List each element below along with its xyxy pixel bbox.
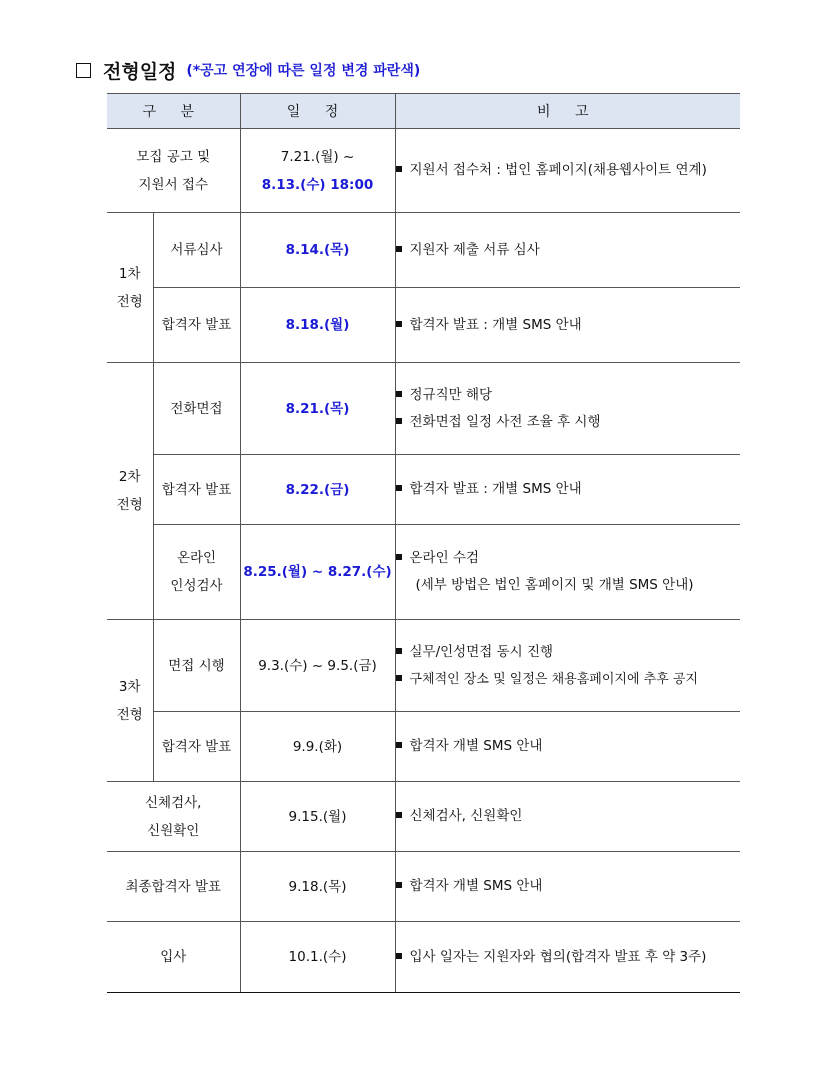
bullet-icon [396,391,402,397]
remarks-cell: 신체검사, 신원확인 [395,782,740,852]
bullet-icon [396,953,402,959]
bullet-icon [396,418,402,424]
bullet-icon [396,246,402,252]
category-cell: 신체검사, 신원확인 [107,782,240,852]
bullet-icon [396,675,402,681]
remarks-cell: 정규직만 해당 전화면접 일정 사전 조율 후 시행 [395,363,740,455]
table-row [107,525,740,620]
bullet-icon [396,648,402,654]
table-row [107,922,740,993]
remarks-cell: 합격자 개별 SMS 안내 [395,852,740,922]
date-cell: 9.3.(수) ~ 9.5.(금) [240,620,395,712]
table-row [107,213,740,288]
bullet-icon [396,166,402,172]
remarks-cell: 입사 일자는 지원자와 협의(합격자 발표 후 약 3주) [395,922,740,993]
table-row [107,712,740,782]
schedule-table [107,93,740,993]
remarks-cell: 실무/인성면접 동시 진행 구체적인 장소 및 일정은 채용홈페이지에 추후 공지 [395,620,740,712]
category-cell: 모집 공고 및 지원서 접수 [107,129,240,213]
date-cell: 8.25.(월) ~ 8.27.(수) [240,525,395,620]
change-note: (*공고 연장에 따른 일정 변경 파란색) [186,63,421,79]
table-row [107,129,740,213]
date-cell: 8.22.(금) [240,455,395,525]
table-row [107,455,740,525]
date-cell: 9.9.(화) [240,712,395,782]
bullet-icon [396,554,402,560]
checkbox-square-icon [76,63,91,78]
date-cell: 8.18.(월) [240,288,395,363]
bullet-icon [396,485,402,491]
date-cell: 7.21.(월) ~ 8.13.(수) 18:00 [240,129,395,213]
date-cell: 9.18.(목) [240,852,395,922]
section-title: 전형일정 [103,60,177,83]
category-cell: 최종합격자 발표 [107,852,240,922]
remarks-cell: 지원서 접수처 : 법인 홈페이지(채용웹사이트 연계) [395,129,740,213]
date-cell: 8.21.(목) [240,363,395,455]
table-header-row [107,94,740,129]
date-cell: 8.14.(목) [240,213,395,288]
remarks-cell: 합격자 개별 SMS 안내 [395,712,740,782]
subcategory-cell: 합격자 발표 [153,712,240,782]
table-row [107,620,740,712]
column-header-remarks: 비 고 [395,94,740,129]
group-label-cell: 2차 전형 [107,363,153,620]
date-cell: 9.15.(월) [240,782,395,852]
remarks-cell: 지원자 제출 서류 심사 [395,213,740,288]
remarks-cell: 합격자 발표 : 개별 SMS 안내 [395,288,740,363]
subcategory-cell: 면접 시행 [153,620,240,712]
column-header-category: 구 분 [107,94,240,129]
table-row [107,782,740,852]
bullet-icon [396,812,402,818]
bullet-icon [396,742,402,748]
bullet-icon [396,321,402,327]
table-row [107,363,740,455]
subcategory-cell: 합격자 발표 [153,288,240,363]
bullet-icon [396,882,402,888]
group-label-cell: 3차 전형 [107,620,153,782]
remarks-cell: 온라인 수검 (세부 방법은 법인 홈페이지 및 개별 SMS 안내) [395,525,740,620]
subcategory-cell: 온라인 인성검사 [153,525,240,620]
subcategory-cell: 서류심사 [153,213,240,288]
subcategory-cell: 전화면접 [153,363,240,455]
subcategory-cell: 합격자 발표 [153,455,240,525]
remarks-cell: 합격자 발표 : 개별 SMS 안내 [395,455,740,525]
table-row [107,288,740,363]
category-cell: 입사 [107,922,240,993]
section-header [76,56,420,84]
date-cell: 10.1.(수) [240,922,395,993]
group-label-cell: 1차 전형 [107,213,153,363]
table-row [107,852,740,922]
column-header-schedule: 일 정 [240,94,395,129]
